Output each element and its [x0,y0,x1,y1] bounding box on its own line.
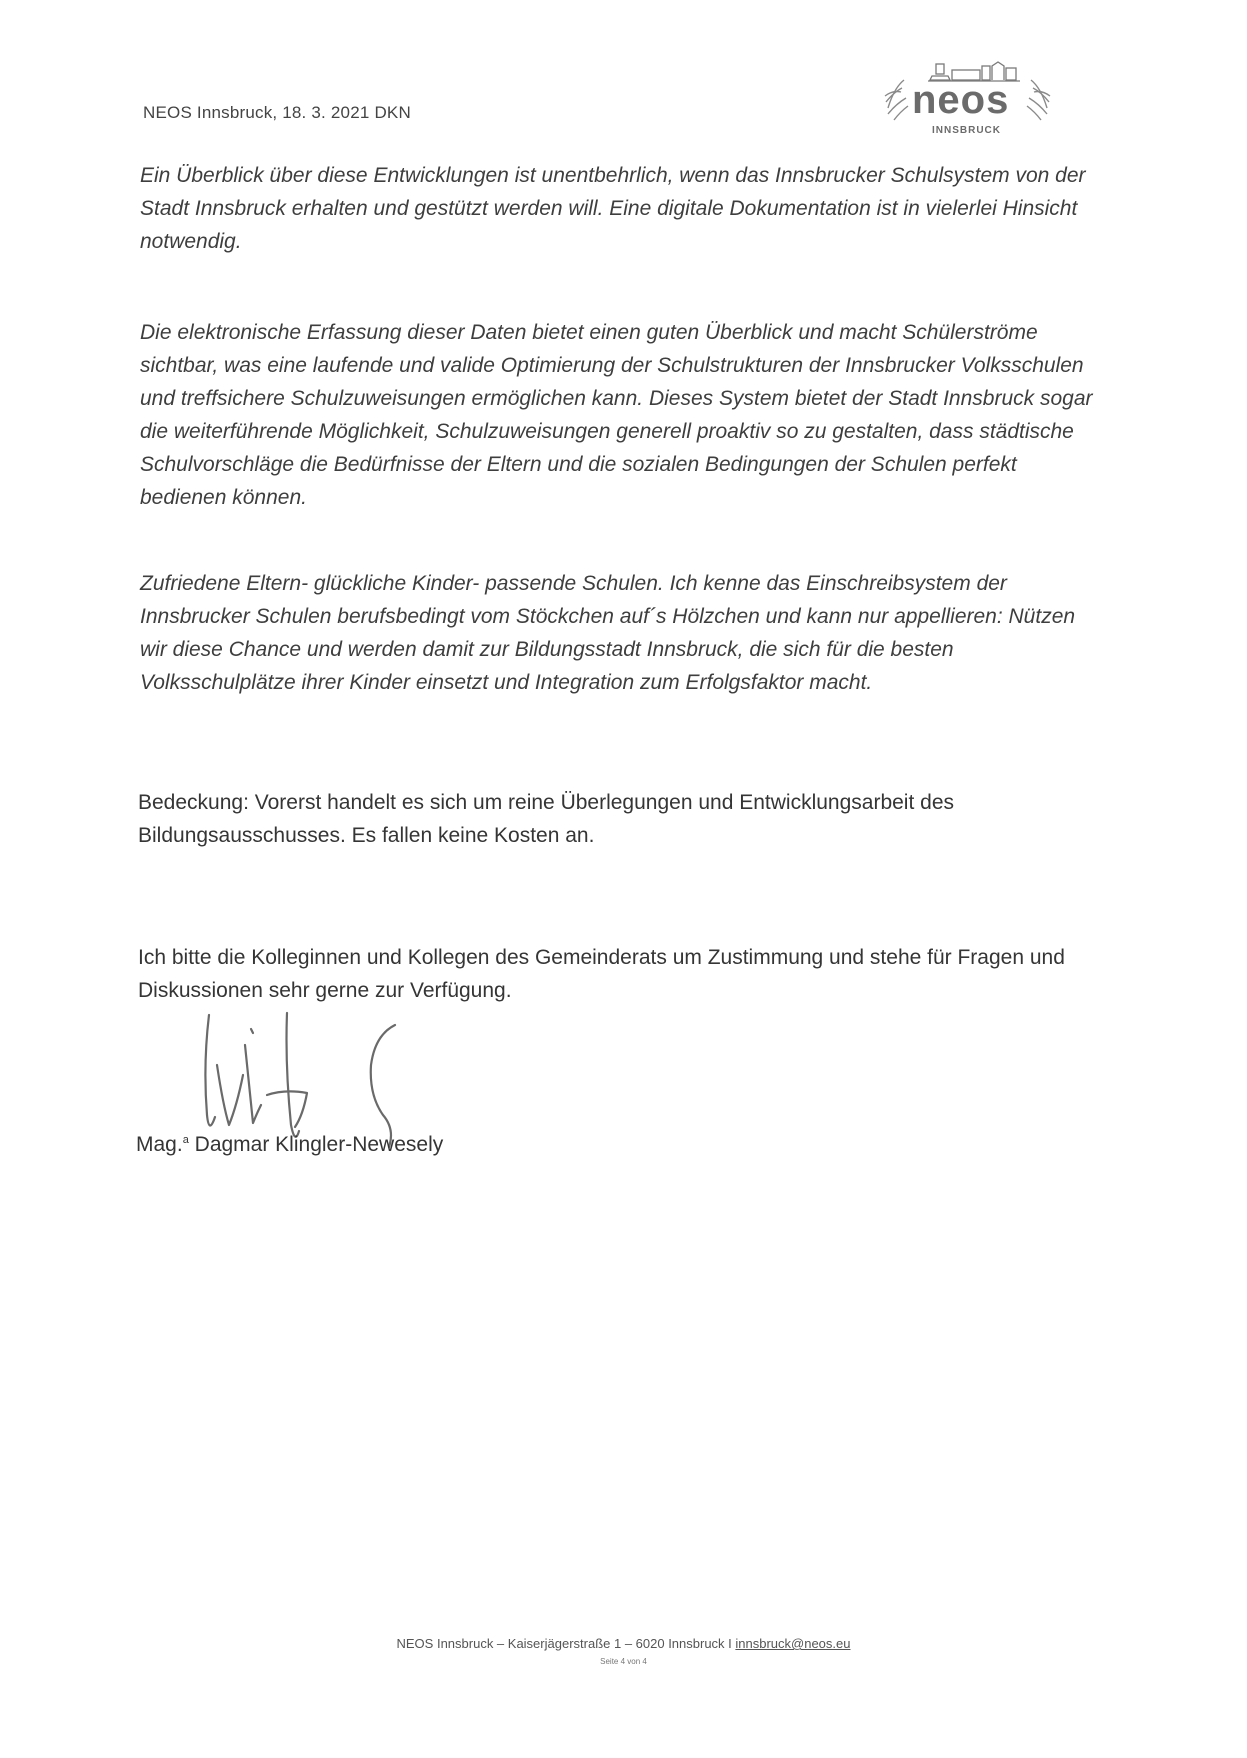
signer-name [136,1133,443,1157]
paragraph-request: Ich bitte die Kolleginnen und Kollegen des Gemeinderats um Zustimmung und stehe für Fragen und Diskussionen sehr gerne zur Verfügung. [138,946,1065,1002]
logo-subtitle: INNSBRUCK [932,125,1001,136]
logo-wordmark: neos [912,78,1010,122]
signer-title-superscript: a [182,1134,189,1146]
paragraph-coverage: Bedeckung: Vorerst handelt es sich um reine Überlegungen und Entwicklungsarbeit des Bildungsausschusses. Es fallen keine Kosten an. [138,791,954,847]
signer-title: Mag. [136,1133,183,1156]
footer-page-number: Seite 4 von 4 [600,1657,647,1666]
footer-email-link[interactable]: innsbruck@neos.eu [735,1636,851,1651]
footer-address [0,1636,1247,1651]
header-date-line: NEOS Innsbruck, 18. 3. 2021 DKN [143,103,411,122]
paragraph-electronic-capture: Die elektronische Erfassung dieser Daten bietet einen guten Überblick und macht Schülerströme sichtbar, was eine laufende und valide Optimierung der Schulstrukturen der Innsbrucker Volksschulen und treffsichere Schulzuweisungen ermöglichen kann. Dieses System bietet der Stadt Innsbruck sogar die weiterführende Möglichkeit, Schulzuweisungen generell proaktiv so zu gestalten, dass städtische Schulvorschläge die Bedürfnisse der Eltern und die sozialen Bedingungen der Schulen perfekt bedienen können. [140,321,1093,509]
paragraph-appeal: Zufriedene Eltern- glückliche Kinder- passende Schulen. Ich kenne das Einschreibsystem der Innsbrucker Schulen berufsbedingt vom Stöckchen auf´s Hölzchen und kann nur appellieren: Nützen wir diese Chance und werden damit zur Bildungsstadt Innsbruck, die sich für die besten Volksschulplätze ihrer Kinder einsetzt und Integration zum Erfolgsfaktor macht. [140,572,1076,694]
paragraph-overview: Ein Überblick über diese Entwicklungen ist unentbehrlich, wenn das Innsbrucker Schulsystem von der Stadt Innsbruck erhalten und gestützt werden will. Eine digitale Dokumentation ist in vielerlei Hinsicht notwendig. [140,164,1086,253]
footer-address-text: NEOS Innsbruck – Kaiserjägerstraße 1 – 6020 Innsbruck I [396,1636,736,1651]
neos-innsbruck-logo [880,58,1055,140]
signer-fullname: Dagmar Klingler-Newesely [194,1133,444,1156]
